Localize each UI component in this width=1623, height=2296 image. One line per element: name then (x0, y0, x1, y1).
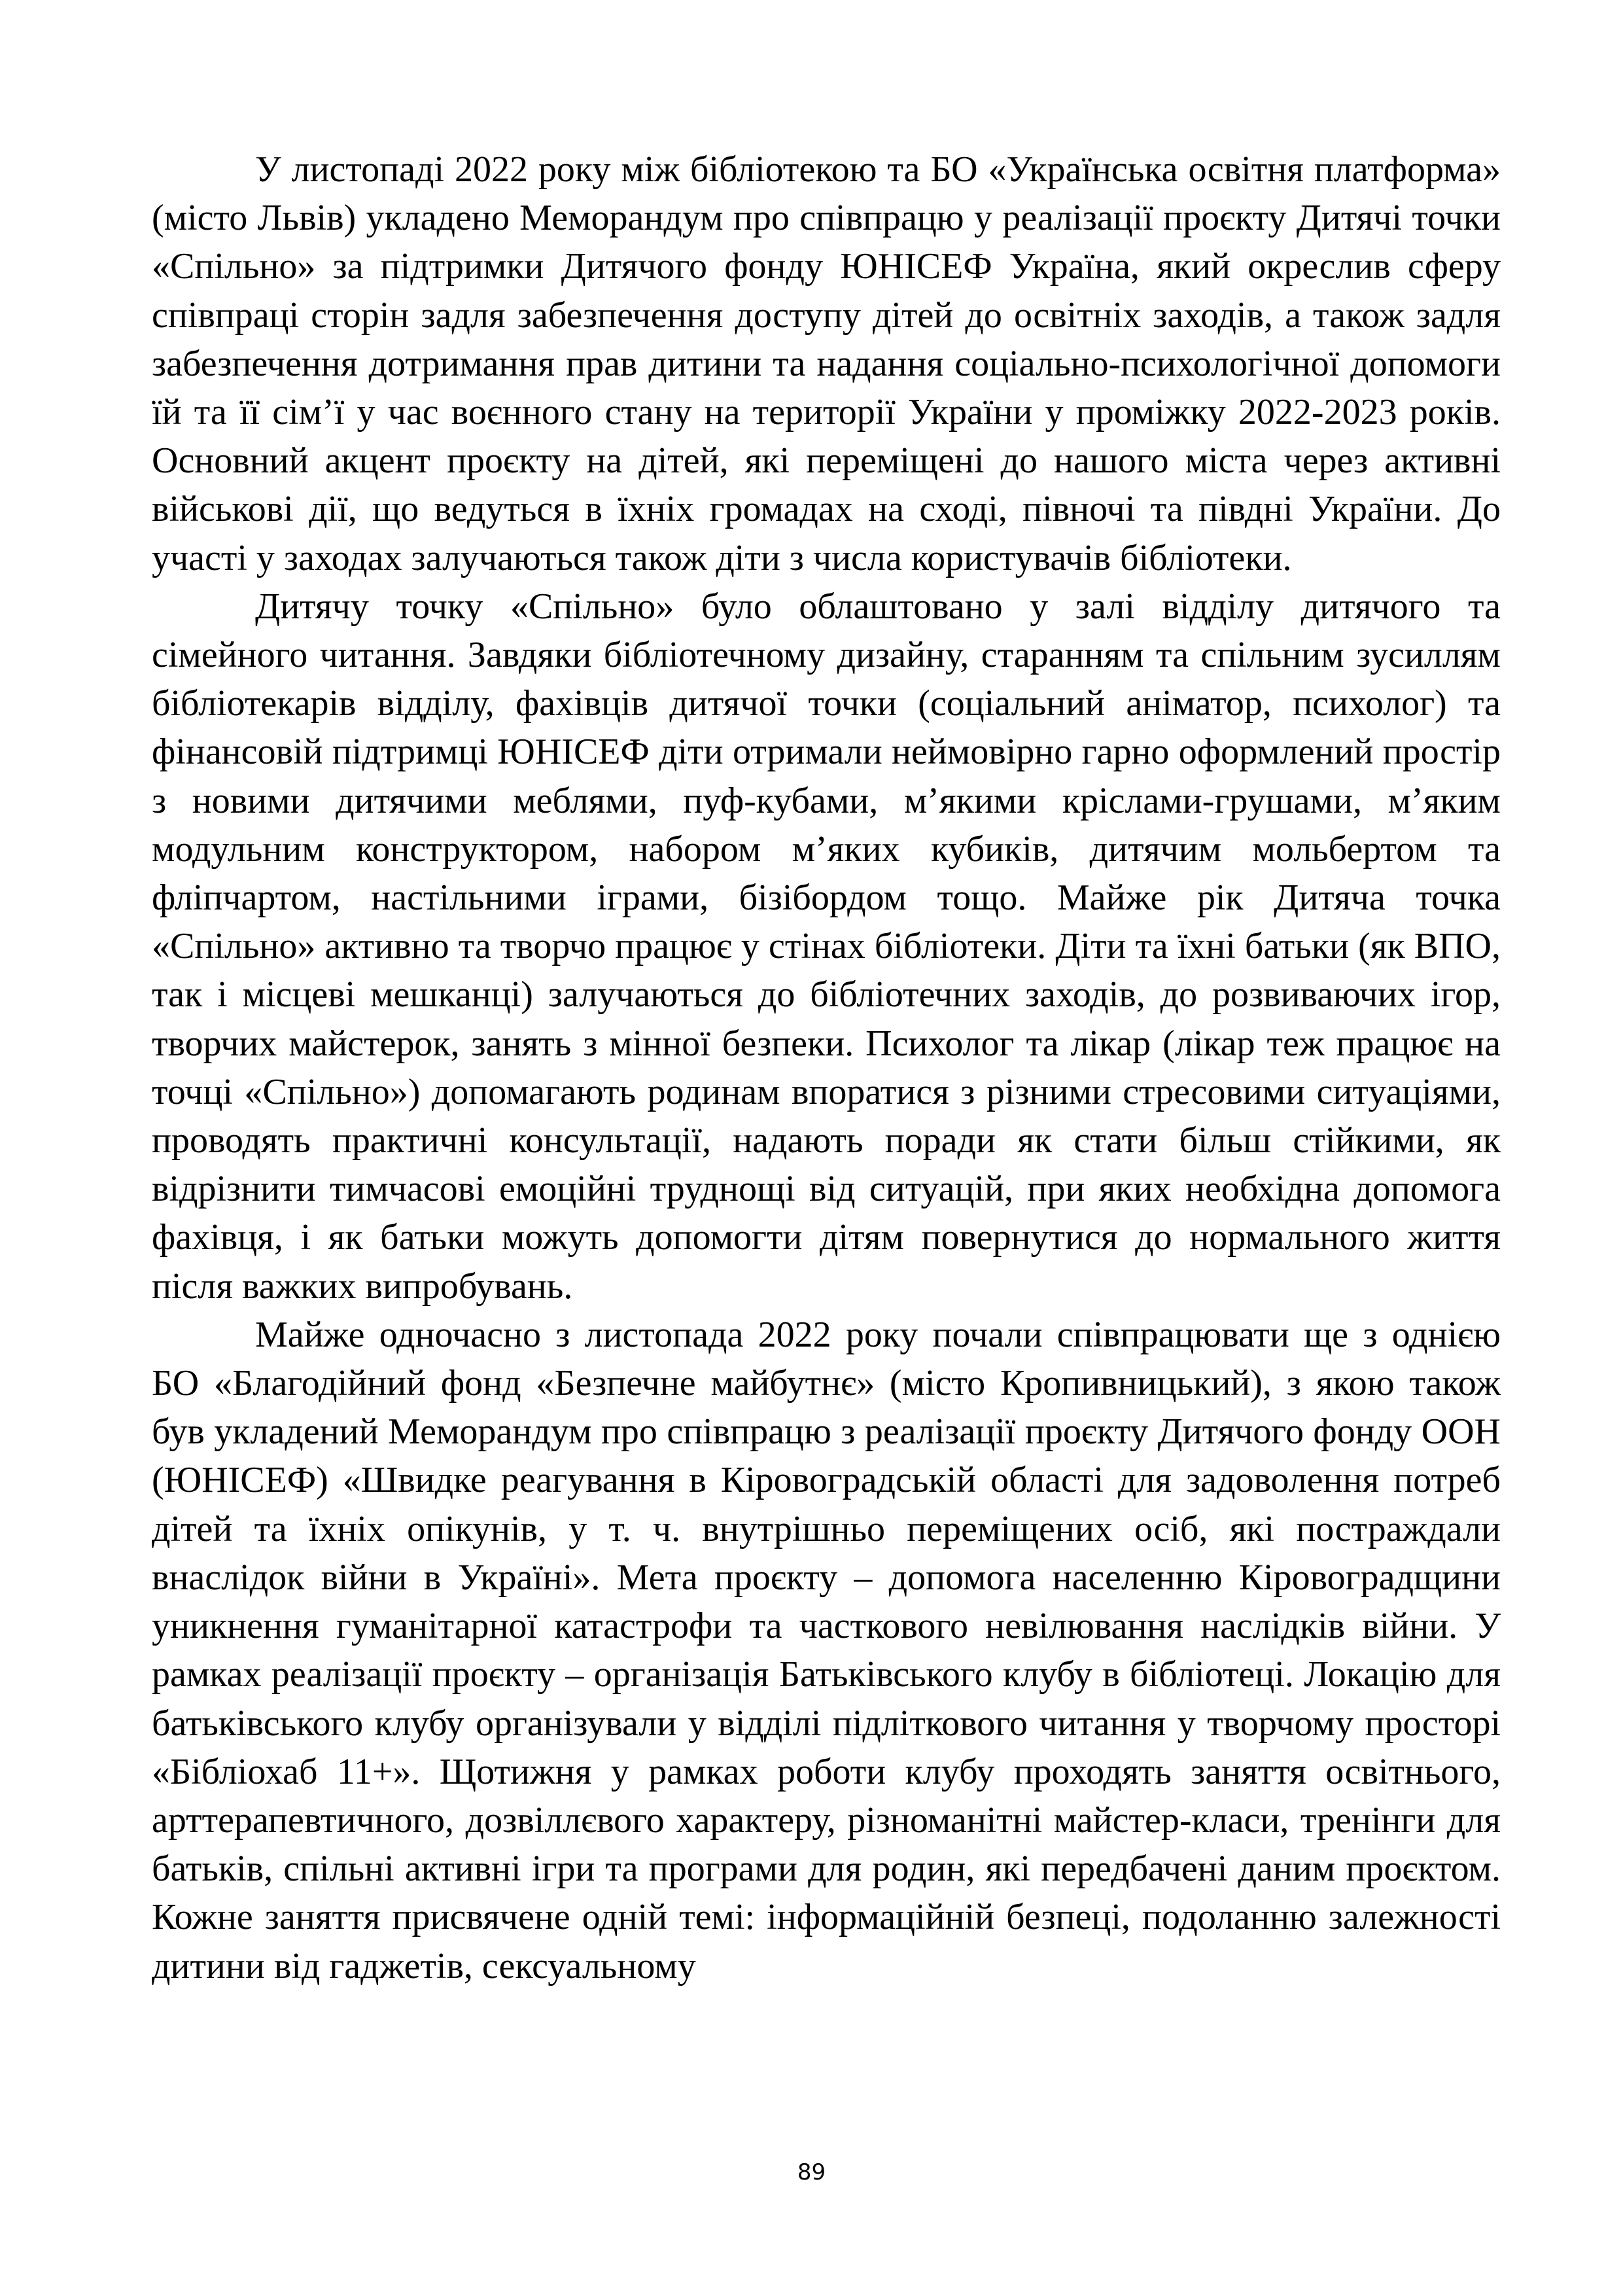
document-page (152, 145, 1501, 1990)
paragraph-unicef-spilno-memorandum: У листопаді 2022 року між бібліотекою та БО «Українська освітня платформа» (місто Львів) укладено Меморандум про співпрацю у реалізації проєкту Дитячі точки «Спільно» за підтримки Дитячого фонду ЮНІСЕФ Україна, який окреслив сферу співпраці сторін задля забезпечення доступу дітей до освітніх заходів, а також задля забезпечення дотримання прав дитини та надання соціально-психологічної допомоги їй та її сім’ї у час воєнного стану на території України у проміжку 2022-2023 років. Основний акцент проєкту на дітей, які переміщені до нашого міста через активні військові дії, що ведуться в їхніх громадах на сході, півночі та півдні України. До участі у заходах залучаються також діти з числа користувачів бібліотеки. (152, 149, 1501, 578)
paragraph-spilno-children-point: Дитячу точку «Спільно» було облаштовано у залі відділу дитячого та сімейного читання. Завдяки бібліотечному дизайну, старанням та спільним зусиллям бібліотекарів відділу, фахівців дитячої точки (соціальний аніматор, психолог) та фінансовій підтримці ЮНІСЕФ діти отримали неймовірно гарно оформлений простір з новими дитячими меблями, пуф-кубами, м’якими кріслами-грушами, м’яким модульним конструктором, набором м’яких кубиків, дитячим мольбертом та фліпчартом, настільними іграми, бізібордом тощо. Майже рік Дитяча точка «Спільно» активно та творчо працює у стінах бібліотеки. Діти та їхні батьки (як ВПО, так і місцеві мешканці) залучаються до бібліотечних заходів, до розвиваючих ігор, творчих майстерок, занять з мінної безпеки. Психолог та лікар (лікар теж працює на точці «Спільно») допомагають родинам впоратися з різними стресовими ситуаціями, проводять практичні консультації, надають поради як стати більш стійкими, як відрізнити тимчасові емоційні труднощі від ситуацій, при яких необхідна допомога фахівця, і як батьки можуть допомогти дітям повернутися до нормального життя після важких випробувань. (152, 586, 1501, 1307)
paragraph-parents-club-project: Майже одночасно з листопада 2022 року почали співпрацювати ще з однією БО «Благодійний фонд «Безпечне майбутнє» (місто Кропивницький), з якою також був укладений Меморандум про співпрацю з реалізації проєкту Дитячого фонду ООН (ЮНІСЕФ) «Швидке реагування в Кіровоградській області для задоволення потреб дітей та їхніх опікунів, у т. ч. внутрішньо переміщених осіб, які постраждали внаслідок війни в Україні». Мета проєкту – допомога населенню Кіровоградщини уникнення гуманітарної катастрофи та часткового невілювання наслідків війни. У рамках реалізації проєкту – організація Батьківського клубу в бібліотеці. Локацію для батьківського клубу організували у відділі підліткового читання у творчому просторі «Бібліохаб 11+». Щотижня у рамках роботи клубу проходять заняття освітнього, арттерапевтичного, дозвіллєвого характеру, різноманітні майстер-класи, тренінги для батьків, спільні активні ігри та програми для родин, які передбачені даним проєктом. Кожне заняття присвячене одній темі: інформаційній безпеці, подоланню залежності дитини від гаджетів, сексуальному (152, 1314, 1501, 1987)
page-number: 89 (797, 2159, 826, 2185)
